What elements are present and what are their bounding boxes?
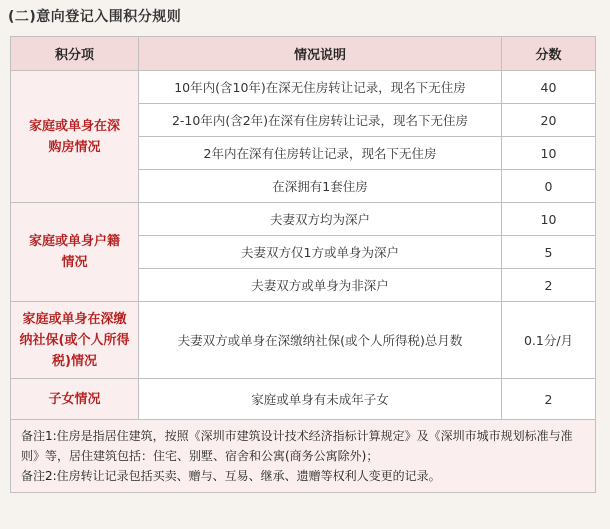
category-children: 子女情况 (11, 379, 139, 420)
points-rules-table (10, 36, 596, 493)
notes-row (11, 420, 596, 493)
table-row (11, 71, 596, 104)
table-row (11, 379, 596, 420)
row-score: 10 (502, 203, 596, 236)
note-2: 备注2:住房转让记录包括买卖、赠与、互易、继承、遗赠等权利人变更的记录。 (21, 469, 441, 483)
row-description: 夫妻双方仅1方或单身为深户 (139, 236, 502, 269)
section-title: (二)意向登记入围积分规则 (8, 9, 182, 25)
note-1: 备注1:住房是指居住建筑，按照《深圳市建筑设计技术经济指标计算规定》及《深圳市城市规划标准与准则》等，居住建筑包括：住宅、别墅、宿舍和公寓(商务公寓除外)； (21, 429, 573, 463)
row-description: 夫妻双方均为深户 (139, 203, 502, 236)
header-category: 积分项 (11, 37, 139, 71)
row-score: 20 (502, 104, 596, 137)
row-score: 0.1分/月 (502, 302, 596, 379)
table-header-row (11, 37, 596, 71)
row-score: 2 (502, 269, 596, 302)
row-description: 夫妻双方或单身为非深户 (139, 269, 502, 302)
header-description: 情况说明 (139, 37, 502, 71)
row-description: 2年内在深有住房转让记录，现名下无住房 (139, 137, 502, 170)
row-score: 2 (502, 379, 596, 420)
category-hukou: 家庭或单身户籍情况 (11, 203, 139, 302)
row-description: 在深拥有1套住房 (139, 170, 502, 203)
header-score: 分数 (502, 37, 596, 71)
row-score: 40 (502, 71, 596, 104)
row-description: 夫妻双方或单身在深缴纳社保(或个人所得税)总月数 (139, 302, 502, 379)
row-score: 5 (502, 236, 596, 269)
row-score: 0 (502, 170, 596, 203)
category-housing: 家庭或单身在深购房情况 (11, 71, 139, 203)
notes-cell (11, 420, 596, 493)
row-score: 10 (502, 137, 596, 170)
row-description: 家庭或单身有未成年子女 (139, 379, 502, 420)
category-social-security: 家庭或单身在深缴纳社保(或个人所得税)情况 (11, 302, 139, 379)
table-row (11, 302, 596, 379)
row-description: 10年内(含10年)在深无住房转让记录，现名下无住房 (139, 71, 502, 104)
table-row (11, 203, 596, 236)
row-description: 2-10年内(含2年)在深有住房转让记录，现名下无住房 (139, 104, 502, 137)
